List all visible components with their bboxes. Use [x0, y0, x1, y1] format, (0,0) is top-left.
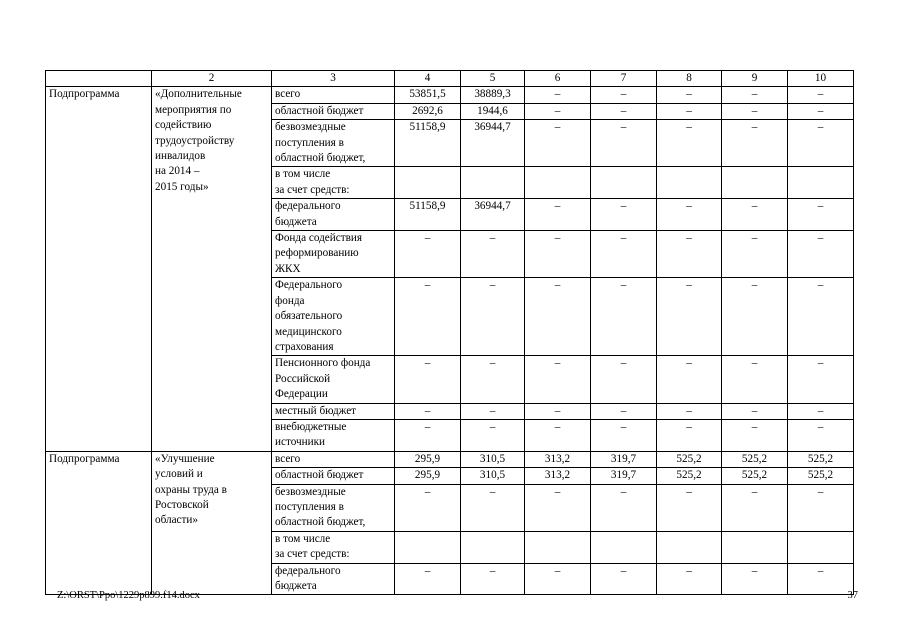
funding-source [272, 356, 395, 403]
value-cell: – [525, 278, 591, 356]
value-cell: – [722, 403, 788, 419]
value-cell: 53851,5 [395, 87, 461, 103]
value-cell: 525,2 [788, 451, 854, 467]
value-cell: – [722, 87, 788, 103]
funding-source [272, 484, 395, 531]
value-cell: – [722, 278, 788, 356]
title-line: Ростовской [155, 498, 209, 511]
source-line: внебюджетные [275, 420, 347, 433]
value-cell: – [395, 278, 461, 356]
source-line: Федерального [275, 279, 343, 292]
value-cell [722, 167, 788, 199]
source-line: в том числе [275, 532, 331, 545]
funding-source [272, 278, 395, 356]
source-line: местный бюджет [275, 404, 357, 417]
value-cell: – [591, 563, 657, 595]
header-cell: 9 [722, 71, 788, 87]
value-cell: – [525, 563, 591, 595]
value-cell: – [525, 356, 591, 403]
value-cell: – [722, 231, 788, 278]
value-cell [788, 167, 854, 199]
value-cell: – [657, 120, 722, 167]
value-cell: 310,5 [461, 451, 525, 467]
header-cell: 8 [657, 71, 722, 87]
title-line: инвалидов [155, 150, 206, 163]
value-cell: – [525, 231, 591, 278]
value-cell: 36944,7 [461, 199, 525, 231]
value-cell: – [722, 356, 788, 403]
subprogram-1-label: Подпрограмма [46, 87, 152, 451]
source-line: безвозмездные [275, 121, 346, 134]
value-cell: 51158,9 [395, 120, 461, 167]
funding-source [272, 563, 395, 595]
header-cell: 5 [461, 71, 525, 87]
source-line: обязательного [275, 310, 343, 323]
source-line: фонда [275, 294, 305, 307]
value-cell: – [525, 403, 591, 419]
value-cell: – [722, 419, 788, 451]
funding-source [272, 231, 395, 278]
header-cell: 7 [591, 71, 657, 87]
source-line: всего [275, 88, 301, 101]
value-cell: 319,7 [591, 451, 657, 467]
header-row [46, 71, 854, 87]
value-cell [461, 531, 525, 563]
funding-source [272, 199, 395, 231]
value-cell: – [591, 231, 657, 278]
value-cell: – [461, 403, 525, 419]
value-cell: – [591, 199, 657, 231]
title-line: области» [155, 514, 198, 527]
funding-source [272, 531, 395, 563]
funding-source [272, 87, 395, 103]
value-cell: – [788, 403, 854, 419]
header-cell [46, 71, 152, 87]
value-cell: 313,2 [525, 468, 591, 484]
value-cell: – [395, 403, 461, 419]
value-cell [461, 167, 525, 199]
value-cell: – [461, 278, 525, 356]
value-cell [788, 531, 854, 563]
source-line: федерального [275, 564, 341, 577]
title-line: мероприятия по [155, 103, 232, 116]
source-line: всего [275, 452, 301, 465]
funding-source [272, 403, 395, 419]
value-cell: 51158,9 [395, 199, 461, 231]
value-cell [722, 531, 788, 563]
source-line: реформированию [275, 247, 359, 260]
title-line: «Дополнительные [155, 88, 242, 101]
value-cell: – [722, 120, 788, 167]
source-line: поступления в [275, 136, 344, 149]
funding-source [272, 468, 395, 484]
value-cell: – [788, 419, 854, 451]
table-row [46, 451, 854, 467]
source-line: областной бюджет, [275, 516, 366, 529]
source-line: страхования [275, 340, 334, 353]
value-cell: 525,2 [657, 451, 722, 467]
title-line: содействию [155, 119, 212, 132]
value-cell: – [722, 484, 788, 531]
header-cell: 6 [525, 71, 591, 87]
value-cell: – [788, 484, 854, 531]
subprogram-1-title [152, 87, 272, 451]
title-line: 2015 годы» [155, 180, 209, 193]
value-cell: – [657, 87, 722, 103]
value-cell: 525,2 [657, 468, 722, 484]
value-cell: – [722, 563, 788, 595]
value-cell [395, 531, 461, 563]
value-cell: 525,2 [722, 451, 788, 467]
source-line: поступления в [275, 500, 344, 513]
value-cell [657, 531, 722, 563]
value-cell: – [657, 563, 722, 595]
value-cell: 295,9 [395, 451, 461, 467]
funding-source [272, 120, 395, 167]
value-cell: – [591, 419, 657, 451]
value-cell: – [591, 120, 657, 167]
value-cell: 313,2 [525, 451, 591, 467]
value-cell: – [657, 199, 722, 231]
source-line: областной бюджет [275, 469, 364, 482]
value-cell: – [461, 419, 525, 451]
value-cell: – [657, 278, 722, 356]
value-cell: 310,5 [461, 468, 525, 484]
value-cell: – [461, 484, 525, 531]
value-cell: – [788, 87, 854, 103]
value-cell: 38889,3 [461, 87, 525, 103]
value-cell [591, 167, 657, 199]
value-cell: – [395, 484, 461, 531]
value-cell: – [461, 563, 525, 595]
source-line: федерального [275, 200, 341, 213]
source-line: источники [275, 436, 326, 449]
value-cell: 1944,6 [461, 103, 525, 119]
value-cell: – [525, 199, 591, 231]
header-cell: 4 [395, 71, 461, 87]
footer-page-number: 37 [847, 590, 858, 601]
value-cell: – [657, 231, 722, 278]
title-line: на 2014 – [155, 165, 200, 178]
title-line: условий и [155, 468, 203, 481]
value-cell: – [525, 419, 591, 451]
value-cell: – [722, 199, 788, 231]
source-line: за счет средств: [275, 548, 350, 561]
value-cell: – [788, 120, 854, 167]
value-cell: – [395, 563, 461, 595]
source-line: Фонда содействия [275, 232, 363, 245]
value-cell [591, 531, 657, 563]
title-line: охраны труда в [155, 483, 227, 496]
value-cell: – [657, 419, 722, 451]
value-cell: – [591, 484, 657, 531]
header-cell: 2 [152, 71, 272, 87]
funding-source [272, 103, 395, 119]
table-row [46, 87, 854, 103]
value-cell [525, 531, 591, 563]
value-cell: – [657, 103, 722, 119]
source-line: Пенсионного фонда [275, 357, 371, 370]
value-cell: 525,2 [722, 468, 788, 484]
title-line: «Улучшение [155, 452, 215, 465]
source-line: безвозмездные [275, 485, 346, 498]
value-cell: – [722, 103, 788, 119]
value-cell: 2692,6 [395, 103, 461, 119]
value-cell: – [657, 403, 722, 419]
value-cell: 36944,7 [461, 120, 525, 167]
source-line: областной бюджет [275, 104, 364, 117]
value-cell: 525,2 [788, 468, 854, 484]
value-cell: – [591, 278, 657, 356]
funding-source [272, 419, 395, 451]
source-line: бюджета [275, 215, 317, 228]
value-cell: – [525, 120, 591, 167]
source-line: в том числе [275, 168, 331, 181]
value-cell: – [788, 356, 854, 403]
funding-source [272, 167, 395, 199]
source-line: Российской [275, 372, 331, 385]
value-cell: – [591, 103, 657, 119]
value-cell: – [591, 87, 657, 103]
value-cell: – [657, 356, 722, 403]
value-cell: – [591, 356, 657, 403]
value-cell: – [788, 199, 854, 231]
budget-table [45, 70, 854, 595]
value-cell: – [591, 403, 657, 419]
value-cell: – [788, 563, 854, 595]
value-cell [395, 167, 461, 199]
value-cell: – [461, 231, 525, 278]
subprogram-2-title [152, 451, 272, 595]
value-cell: – [788, 231, 854, 278]
footer-file-path: Z:\ORST\Ppo\1229p899.f14.docx [57, 590, 200, 601]
value-cell: – [395, 356, 461, 403]
value-cell: – [788, 103, 854, 119]
value-cell: 319,7 [591, 468, 657, 484]
value-cell: – [461, 356, 525, 403]
value-cell: 295,9 [395, 468, 461, 484]
value-cell: – [525, 103, 591, 119]
header-cell: 10 [788, 71, 854, 87]
funding-source [272, 451, 395, 467]
header-cell: 3 [272, 71, 395, 87]
value-cell [525, 167, 591, 199]
source-line: медицинского [275, 325, 342, 338]
value-cell: – [788, 278, 854, 356]
source-line: бюджета [275, 580, 317, 592]
value-cell: – [657, 484, 722, 531]
source-line: Федерации [275, 388, 328, 401]
title-line: трудоустройству [155, 134, 235, 147]
value-cell: – [395, 419, 461, 451]
source-line: ЖКХ [275, 262, 301, 275]
value-cell [657, 167, 722, 199]
source-line: областной бюджет, [275, 152, 366, 165]
subprogram-2-label: Подпрограмма [46, 451, 152, 595]
value-cell: – [525, 87, 591, 103]
value-cell: – [395, 231, 461, 278]
source-line: за счет средств: [275, 183, 350, 196]
value-cell: – [525, 484, 591, 531]
